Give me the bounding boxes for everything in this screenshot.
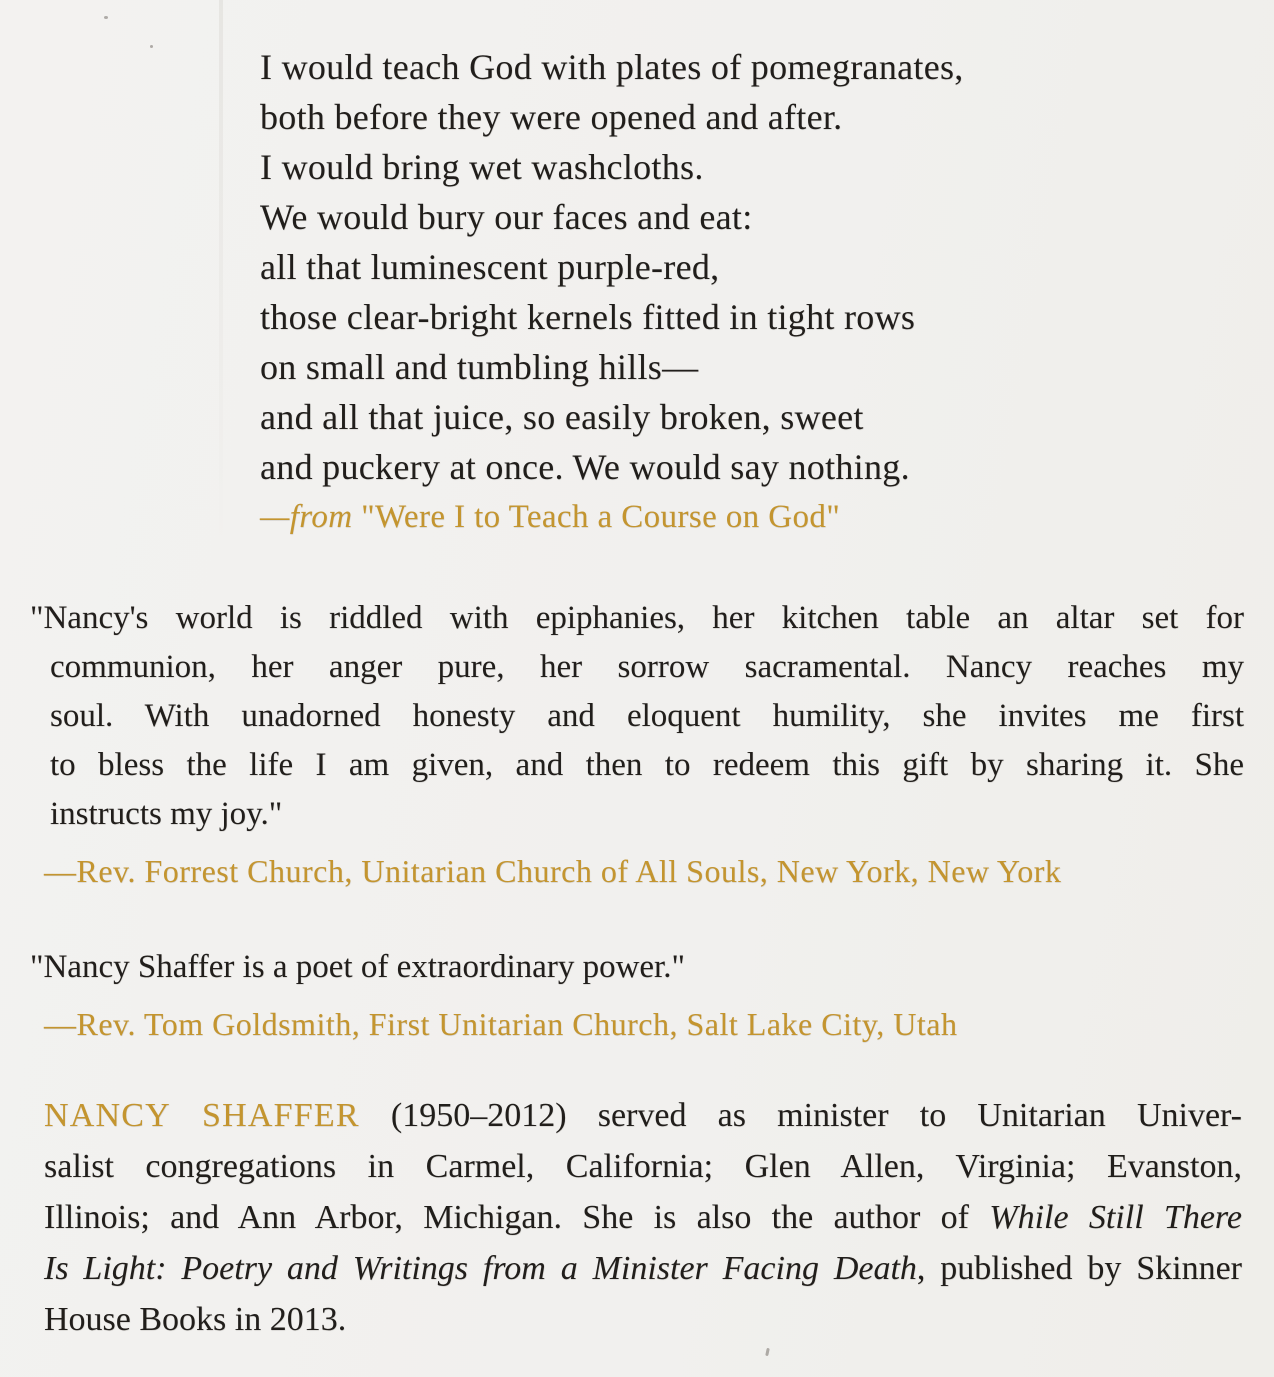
bio-line: House Books in 2013. — [44, 1301, 347, 1338]
quote-attribution-tom-goldsmith: —Rev. Tom Goldsmith, First Unitarian Church, Salt Lake City, Utah — [44, 1006, 958, 1042]
scan-speck — [150, 45, 153, 48]
poem-attribution-from: —from — [260, 499, 353, 535]
endorsement-quote-forrest-church — [30, 594, 1244, 839]
poem-line: and all that juice, so easily broken, sweet — [260, 397, 864, 437]
poem-line: both before they were opened and after. — [260, 97, 843, 137]
quote-line: communion, her anger pure, her sorrow sacramental. Nancy reaches my — [50, 649, 1244, 685]
quote-line: soul. With unadorned honesty and eloquent humility, she invites me first — [50, 698, 1244, 734]
scan-speck — [765, 1348, 770, 1356]
poem-line: I would bring wet washcloths. — [260, 147, 704, 187]
author-bio — [44, 1090, 1242, 1345]
quote-line: "Nancy's world is riddled with epiphanies, her kitchen table an altar set for — [30, 600, 1244, 636]
poem-line: on small and tumbling hills— — [260, 347, 699, 387]
book-title: Is Light: Poetry and Writings from a Minister Facing Death — [44, 1250, 917, 1287]
quote-attribution-forrest-church: —Rev. Forrest Church, Unitarian Church of All Souls, New York, New York — [44, 853, 1062, 889]
poem-attribution — [260, 492, 1274, 542]
bio-text: Illinois; and Ann Arbor, Michigan. She is also the author of — [44, 1199, 990, 1236]
scan-crease — [219, 0, 223, 560]
bio-line — [44, 1243, 1242, 1294]
book-title: While Still There — [989, 1199, 1242, 1236]
endorsement-quote-tom-goldsmith — [30, 943, 1244, 992]
scan-speck — [104, 16, 108, 19]
bio-text: (1950–2012) served as minister to Unitarian Univer- — [359, 1097, 1243, 1134]
bio-text: , published by Skinner — [916, 1250, 1242, 1287]
quote-line: instructs my joy." — [50, 796, 283, 832]
author-name: NANCY SHAFFER — [44, 1097, 360, 1134]
bio-line: salist congregations in Carmel, California; Glen Allen, Virginia; Evanston, — [44, 1148, 1242, 1185]
poem-line: and puckery at once. We would say nothing. — [260, 447, 910, 487]
quote-line: "Nancy Shaffer is a poet of extraordinary power." — [30, 949, 685, 985]
bio-line — [44, 1090, 1242, 1141]
poem-attribution-title: "Were I to Teach a Course on God" — [352, 499, 841, 535]
poem-line: We would bury our faces and eat: — [260, 197, 753, 237]
poem-line: those clear-bright kernels fitted in tight rows — [260, 297, 916, 337]
poem-excerpt — [260, 42, 1274, 542]
quote-line: to bless the life I am given, and then to redeem this gift by sharing it. She — [50, 747, 1244, 783]
bio-line — [44, 1192, 1242, 1243]
poem-line: I would teach God with plates of pomegranates, — [260, 47, 964, 87]
poem-line: all that luminescent purple-red, — [260, 247, 720, 287]
